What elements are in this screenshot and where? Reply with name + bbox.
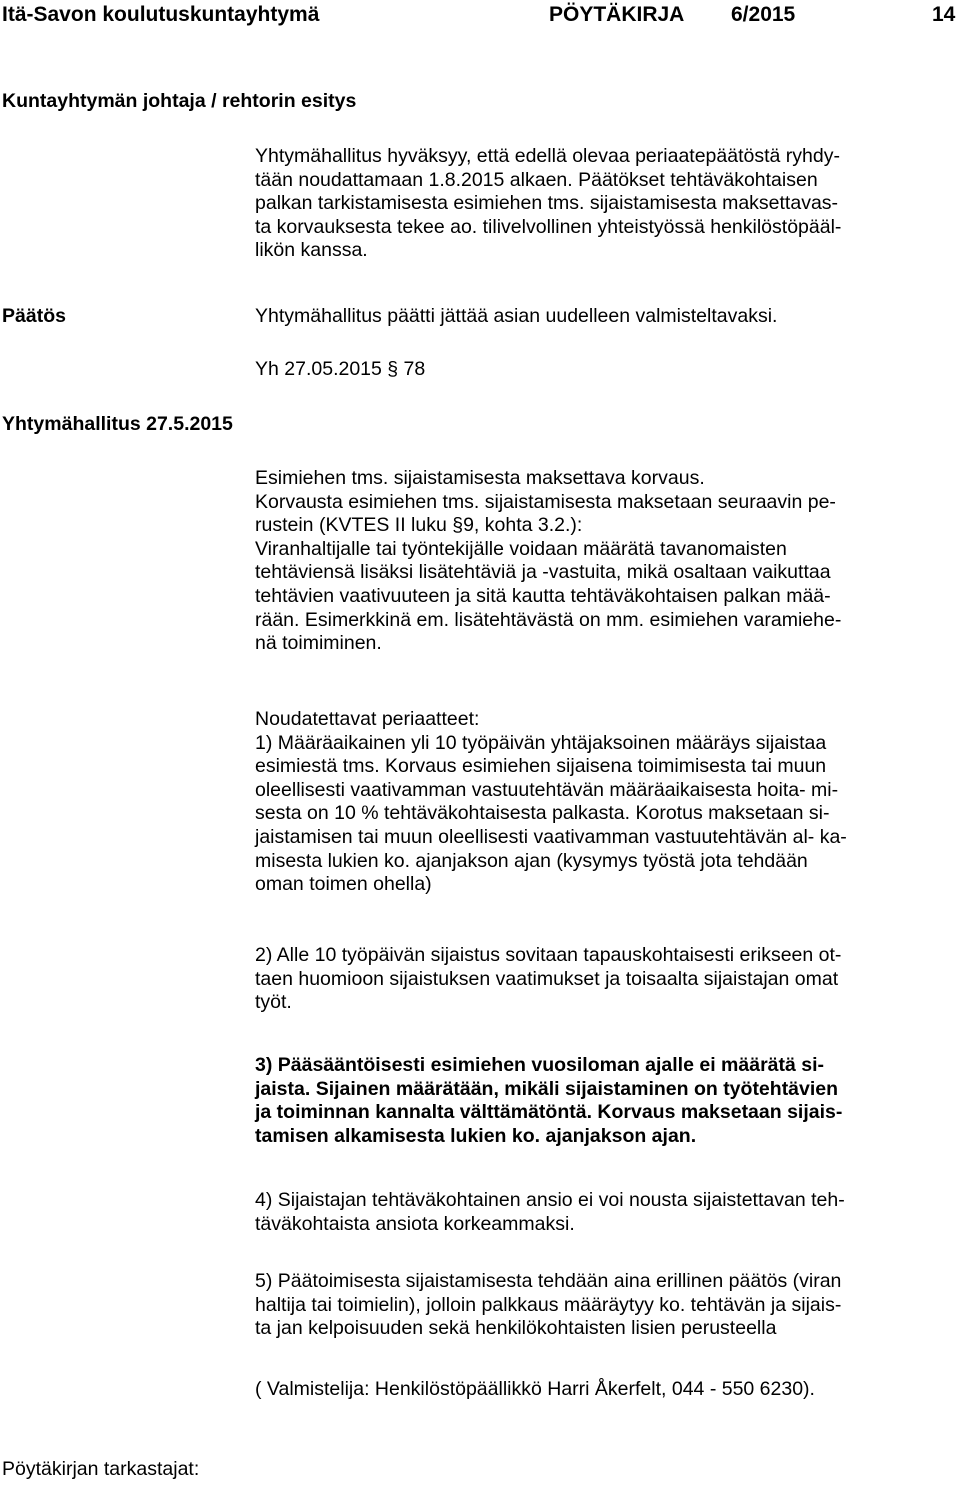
text-line: esimiestä tms. Korvaus esimiehen sijaisena toimimisesta tai muun xyxy=(255,755,827,778)
section-title: Kuntayhtymän johtaja / rehtorin esitys xyxy=(2,90,357,112)
text-line: täväkohtaista ansiota korkeammaksi. xyxy=(255,1212,575,1235)
text-line: likön kanssa. xyxy=(255,239,368,262)
text-line: 1) Määräaikainen yli 10 työpäivän yhtäjaksoinen määräys sijaistaa xyxy=(255,731,827,754)
text-line: 2) Alle 10 työpäivän sijaistus sovitaan tapauskohtaisesti erikseen ot- xyxy=(255,944,842,966)
item-5-text xyxy=(255,1270,841,1341)
text-line: nä toimiminen. xyxy=(255,632,382,655)
text-line: 5) Päätoimisesta sijaistamisesta tehdään aina erillinen päätös (viran xyxy=(255,1270,842,1292)
text-line: jaista. Sijainen määrätään, mikäli sijaistaminen on työtehtävien xyxy=(255,1077,839,1100)
text-line: tamisen alkamisesta lukien ko. ajanjakson ajan. xyxy=(255,1124,697,1147)
text-line: Esimiehen tms. sijaistamisesta maksettava korvaus. xyxy=(255,467,705,489)
decision-label: Päätös xyxy=(2,305,66,327)
text-line: jaistamisen tai muun oleellisesti vaativamman vastuutehtävän al- ka- xyxy=(255,825,847,848)
reviewers-label: Pöytäkirjan tarkastajat: xyxy=(2,1458,200,1480)
item-2-text xyxy=(255,944,841,1015)
text-line: misesta lukien ko. ajanjakson ajan (kysymys työstä jota tehdään xyxy=(255,849,808,872)
text-line: tehtäviensä lisäksi lisätehtäviä ja -vastuita, mikä osaltaan vaikuttaa xyxy=(255,561,831,584)
text-line: Viranhaltijalle tai työntekijälle voidaan määrätä tavanomaisten xyxy=(255,537,787,560)
text-line: palkan tarkistamisesta esimiehen tms. sijaistamisesta maksettavas- xyxy=(255,192,839,215)
text-line: Korvausta esimiehen tms. sijaistamisesta maksetaan seuraavin pe- xyxy=(255,490,836,513)
text-line: sesta on 10 % tehtäväkohtaisesta palkasta. Korotus maksetaan si- xyxy=(255,802,830,825)
principles-text xyxy=(255,708,847,897)
text-line: 3) Pääsääntöisesti esimiehen vuosiloman ajalle ei määrätä si- xyxy=(255,1054,825,1076)
proposal-text xyxy=(255,145,841,263)
text-line: 4) Sijaistajan tehtäväkohtainen ansio ei voi nousta sijaistettavan teh- xyxy=(255,1189,845,1211)
decision-text: Yhtymähallitus päätti jättää asian uudelleen valmisteltavaksi. xyxy=(255,305,778,327)
text-line: ta korvauksesta tekee ao. tilivelvollinen yhteistyössä henkilöstöpääl- xyxy=(255,215,842,238)
text-line: rään. Esimerkkinä em. lisätehtävästä on mm. esimiehen varamiehe- xyxy=(255,608,842,631)
text-line: haltija tai toimielin), jolloin palkkaus määräytyy ko. tehtävän ja sijais- xyxy=(255,1293,842,1316)
intro-text xyxy=(255,467,841,656)
text-line: rustein (KVTES II luku §9, kohta 3.2.): xyxy=(255,514,583,537)
text-line: Noudatettavat periaatteet: xyxy=(255,708,480,730)
item-3-text xyxy=(255,1054,842,1148)
text-line: oman toimen ohella) xyxy=(255,873,432,896)
document-type: PÖYTÄKIRJA xyxy=(549,3,685,26)
text-line: oleellisesti vaativamman vastuutehtävän määräaikaisesta hoita- mi- xyxy=(255,778,839,801)
text-line: ta jan kelpoisuuden sekä henkilökohtaisten lisien perusteella xyxy=(255,1317,777,1340)
preparer-line: ( Valmistelija: Henkilöstöpäällikkö Harri Åkerfelt, 044 - 550 6230). xyxy=(255,1378,815,1400)
text-line: tehtävien vaativuuteen ja sitä kautta tehtäväkohtaisen palkan mää- xyxy=(255,584,831,607)
text-line: tään noudattamaan 1.8.2015 alkaen. Päätökset tehtäväkohtaisen xyxy=(255,168,818,191)
text-line: työt. xyxy=(255,991,292,1014)
meeting-reference: Yh 27.05.2015 § 78 xyxy=(255,358,426,380)
item-4-text xyxy=(255,1189,845,1236)
board-meeting-date: Yhtymähallitus 27.5.2015 xyxy=(2,413,233,435)
text-line: taen huomioon sijaistuksen vaatimukset ja toisaalta sijaistajan omat xyxy=(255,967,839,990)
text-line: Yhtymähallitus hyväksyy, että edellä olevaa periaatepäätöstä ryhdy- xyxy=(255,145,840,167)
document-number: 6/2015 xyxy=(731,3,796,26)
text-line: ja toiminnan kannalta välttämätöntä. Korvaus maksetaan sijais- xyxy=(255,1101,843,1124)
page-number: 14 xyxy=(932,3,956,26)
organization-name: Itä-Savon koulutuskuntayhtymä xyxy=(2,3,320,26)
